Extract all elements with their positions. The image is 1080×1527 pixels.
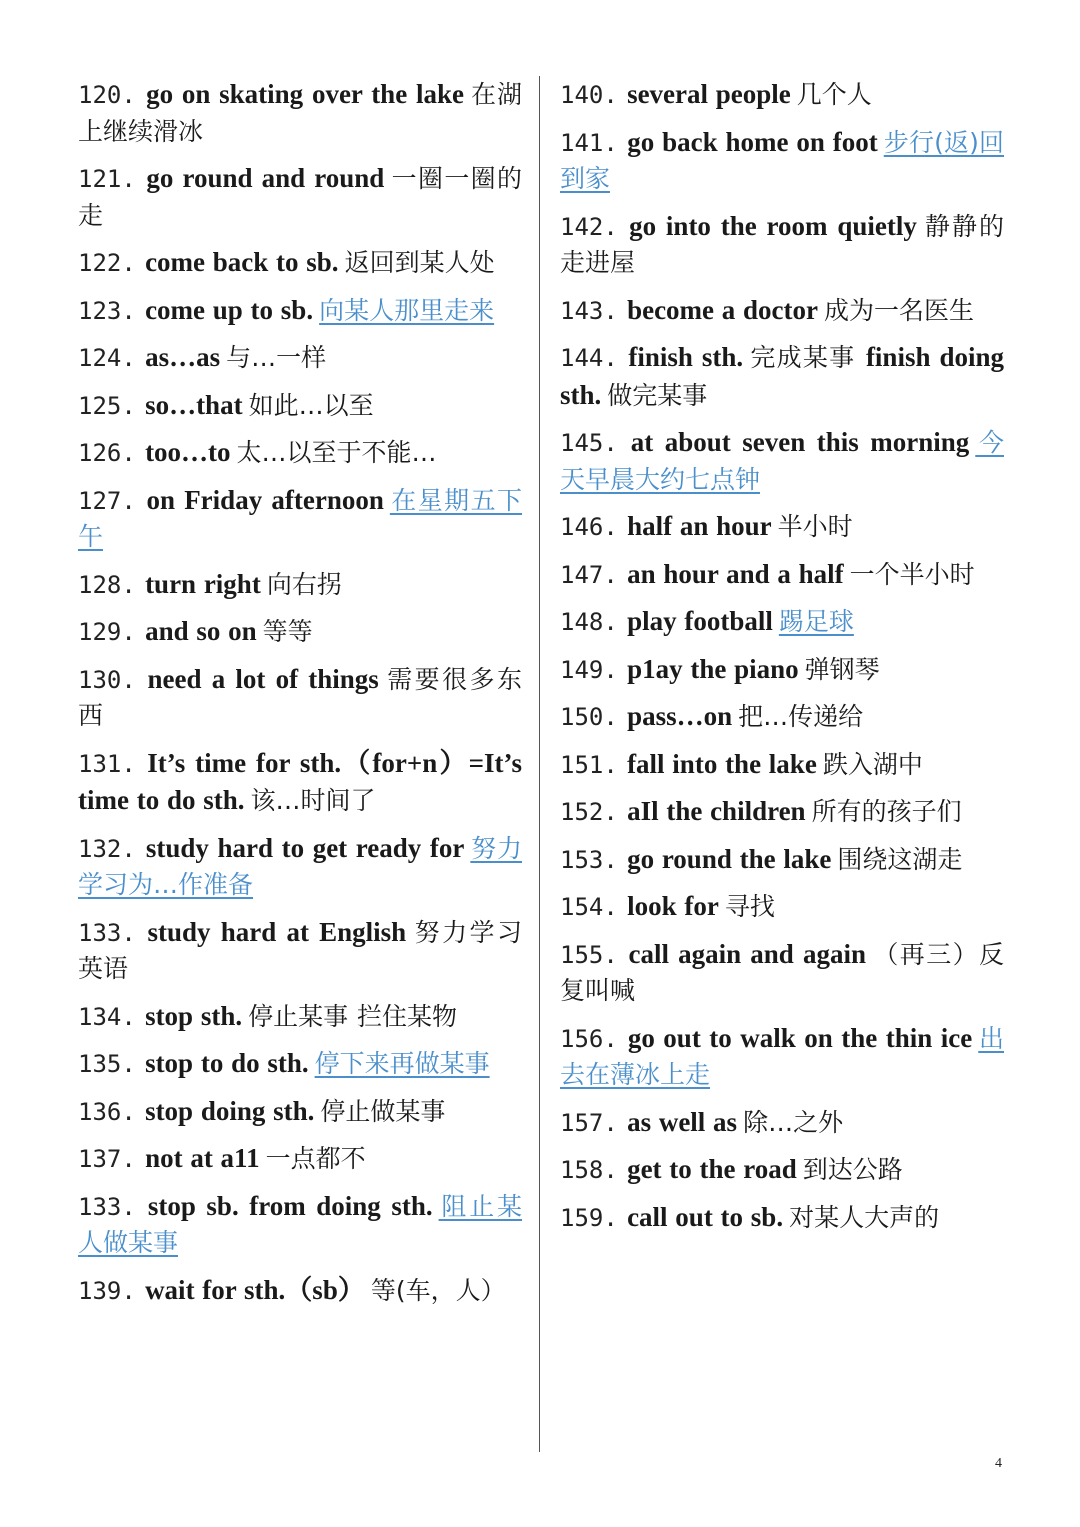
chinese-translation: 一圈一圈的走 [78,164,522,230]
chinese-translation-link[interactable]: 在星期五下午 [78,485,522,551]
english-phrase: go round the lake [627,843,832,874]
entry-number: 135. [78,1050,136,1078]
chinese-translation: 所有的孩子们 [811,797,962,826]
chinese-translation: 向右拐 [266,569,342,599]
entry-number: 139. [78,1276,136,1305]
english-phrase: go round and round [146,163,385,193]
entry-number: 148. [560,608,618,636]
chinese-translation: 成为一名医生 [824,295,975,325]
phrase-entry [78,661,522,735]
chinese-translation-link[interactable]: 阻止某人做某事 [78,1191,522,1257]
english-phrase: stop sb. from doing sth. [147,1190,433,1221]
chinese-translation-link[interactable]: 出去在薄冰上走 [560,1023,1004,1089]
entry-number: 133. [78,918,136,947]
chinese-translation: 等等 [262,617,313,646]
phrase-entry [560,603,1004,641]
english-phrase: stop sth. [145,1000,243,1031]
phrase-entry [560,888,1004,926]
entry-number: 132. [78,834,136,863]
phrase-entry [560,793,1004,831]
phrase-entry [560,746,1004,784]
chinese-translation: 一个半小时 [849,559,975,589]
entry-number: 122. [78,249,136,277]
phrase-entry [78,830,522,904]
entry-number: 146. [560,513,618,541]
phrase-entry [78,1093,522,1131]
phrase-entry [560,936,1004,1010]
entry-number: 159. [560,1203,618,1232]
chinese-translation-link[interactable]: 今天早晨大约七点钟 [560,428,1004,494]
phrase-entry [560,124,1004,198]
chinese-translation: 做完某事 [607,380,708,410]
entry-number: 152. [560,798,618,826]
chinese-translation: 返回到某人处 [344,248,495,277]
english-phrase: finish sth. [628,342,744,372]
entry-number: 140. [560,81,618,109]
entry-number: 142. [560,212,618,241]
entry-number: 137. [78,1145,136,1173]
phrase-entry [78,1140,522,1178]
phrase-entry [78,244,522,282]
phrase-entry [78,745,522,820]
english-phrase: at about seven this morning [630,427,970,457]
chinese-translation: 等(车，人） [370,1275,506,1305]
english-phrase: an hour and a half [627,558,844,589]
entry-number: 131. [78,749,136,778]
english-phrase: study hard to get ready for [145,832,465,863]
chinese-translation: 到达公路 [802,1155,903,1184]
english-phrase: wait for sth.（sb） [145,1274,365,1305]
english-phrase: become a doctor [627,294,818,325]
chinese-translation: 一点都不 [265,1144,366,1173]
phrase-entry [560,1104,1004,1142]
phrase-entry [560,208,1004,282]
entry-number: 143. [560,296,618,325]
entry-number: 130. [78,665,136,694]
chinese-translation: 与…一样 [226,343,327,372]
phrase-entry [560,1151,1004,1189]
chinese-translation: 太…以至于不能… [236,438,437,467]
entry-number: 155. [560,940,618,969]
english-phrase: not at a11 [145,1143,260,1173]
english-phrase: turn right [145,568,261,599]
english-phrase: go on skating over the lake [146,79,464,109]
entry-number: 156. [560,1024,618,1053]
chinese-translation: 围绕这湖走 [837,844,963,874]
english-phrase: several people [627,79,791,109]
english-phrase: look for [627,891,719,921]
english-phrase: stop doing sth. [145,1095,315,1126]
chinese-translation: 停止某事 拦住某物 [248,1001,458,1031]
english-phrase: come up to sb. [145,294,314,325]
phrase-entry [78,613,522,651]
chinese-translation: 在湖上继续滑冰 [78,80,522,146]
phrase-entry [560,424,1004,498]
phrase-entry [560,651,1004,689]
english-phrase: finish doing sth. [560,342,1005,410]
entry-number: 150. [560,703,618,731]
phrase-entry [560,292,1004,330]
chinese-translation: 对某人大声的 [789,1202,940,1232]
english-phrase: stop to do sth. [145,1048,309,1078]
entry-number: 147. [560,560,618,589]
phrase-entry [560,556,1004,594]
phrase-entry [560,841,1004,879]
phrase-entry [78,160,522,234]
english-phrase: pass…on [627,701,733,731]
phrase-entry [78,1045,522,1083]
phrase-entry [78,914,522,988]
entry-number: 141. [560,128,618,157]
chinese-translation: 除…之外 [743,1107,844,1137]
english-phrase: aIl the children [627,796,806,826]
phrase-entry [78,998,522,1036]
chinese-translation: 如此…以至 [248,390,374,420]
phrase-entry [78,566,522,604]
entry-number: 121. [78,165,136,193]
right-column [560,76,1004,1246]
entry-number: 154. [560,893,618,921]
english-phrase: call out to sb. [627,1201,784,1232]
chinese-translation-link[interactable]: 停下来再做某事 [314,1049,490,1078]
english-phrase: go back home on foot [627,126,878,157]
entry-number: 149. [560,655,618,684]
english-phrase: and so on [145,616,257,646]
entry-number: 120. [78,81,136,109]
chinese-translation: 寻找 [724,892,775,921]
chinese-translation-link[interactable]: 步行(返)回到家 [560,127,1005,193]
english-phrase: fall into the lake [627,748,817,779]
english-phrase: go out to walk on the thin ice [627,1022,973,1053]
entry-number: 158. [560,1156,618,1184]
chinese-translation: 跌入湖中 [822,749,923,779]
english-phrase: as well as [627,1106,738,1137]
phrase-entry [560,1020,1004,1094]
column-divider [539,76,540,1452]
english-phrase: study hard at English [147,916,407,947]
entry-number: 125. [78,391,136,420]
english-phrase: call again and again [628,938,866,969]
page-number: 4 [995,1456,1002,1471]
chinese-translation: 静静的走进屋 [560,211,1005,277]
chinese-translation: 几个人 [796,80,872,109]
chinese-translation: 半小时 [777,512,853,541]
chinese-translation: 该…时间了 [250,786,376,815]
english-phrase: half an hour [627,511,772,541]
english-phrase: need a lot of things [147,663,379,694]
entry-number: 144. [560,344,618,372]
entry-number: 126. [78,439,136,467]
entry-number: 136. [78,1097,136,1126]
chinese-translation: （再三）反复叫喊 [560,939,1004,1005]
entry-number: 133. [78,1192,136,1221]
chinese-translation: 完成某事 [749,343,856,372]
phrase-entry [78,387,522,425]
chinese-translation-link[interactable]: 向某人那里走来 [319,295,495,325]
entry-number: 124. [78,344,136,372]
phrase-entry [560,1199,1004,1237]
english-phrase: so…that [145,389,243,420]
phrase-entry [560,339,1004,414]
english-phrase: It’s time for sth.（for+n）=It’s time to do sth. [78,747,522,815]
english-phrase: play football [627,606,773,636]
entry-number: 145. [560,429,618,457]
entry-number: 127. [78,486,136,515]
entry-number: 129. [78,618,136,646]
chinese-translation-link[interactable]: 踢足球 [778,607,854,636]
phrase-entry [78,292,522,330]
entry-number: 134. [78,1002,136,1031]
english-phrase: on Friday afternoon [146,484,384,515]
english-phrase: get to the road [627,1154,797,1184]
phrase-entry [78,339,522,377]
phrase-entry [560,698,1004,736]
chinese-translation-link[interactable]: 努力学习为…作准备 [78,833,523,899]
left-column [78,76,522,1319]
phrase-entry [78,76,522,150]
entry-number: 128. [78,570,136,599]
chinese-translation: 停止做某事 [320,1096,446,1126]
chinese-translation: 需要很多东西 [78,664,522,730]
phrase-entry [560,76,1004,114]
chinese-translation: 弹钢琴 [804,654,880,684]
english-phrase: go into the room quietly [629,210,917,241]
english-phrase: too…to [145,437,231,467]
english-phrase: p1ay the piano [627,653,799,684]
phrase-entry [78,482,522,556]
phrase-entry [78,434,522,472]
entry-number: 157. [560,1108,618,1137]
phrase-entry [560,508,1004,546]
entry-number: 151. [560,750,618,779]
phrase-entry [78,1188,522,1262]
english-phrase: come back to sb. [145,247,339,277]
entry-number: 123. [78,296,136,325]
chinese-translation: 努力学习英语 [78,917,522,983]
chinese-translation: 把…传递给 [738,702,864,731]
phrase-entry [78,1272,522,1310]
entry-number: 153. [560,845,618,874]
english-phrase: as…as [145,342,221,372]
